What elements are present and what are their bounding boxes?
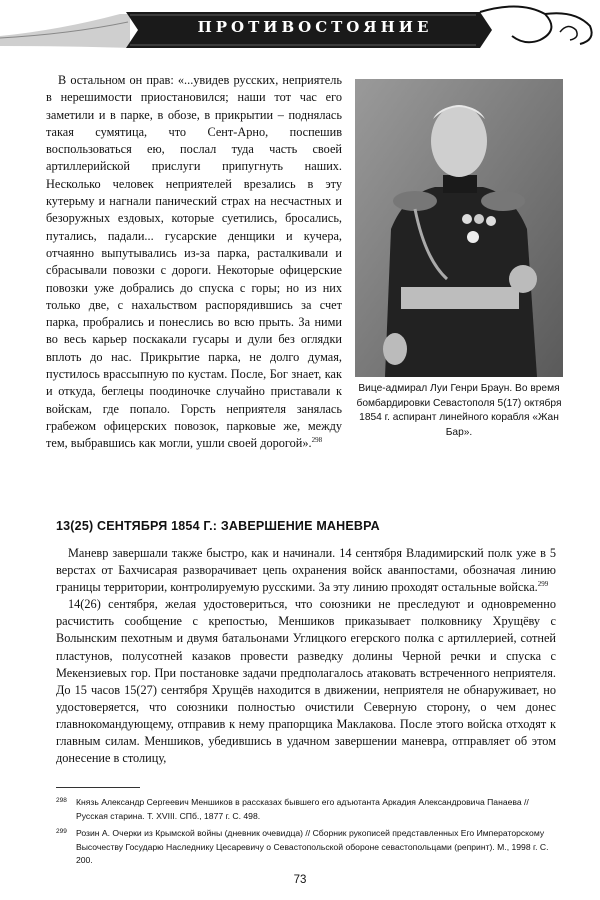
footnote-298 [56, 796, 556, 823]
footnote-ref-299[interactable]: 299 [537, 580, 549, 589]
header-banner [0, 0, 600, 56]
footnote-divider [56, 787, 140, 788]
footnote-text: Князь Александр Сергеевич Меншиков в рассказах бывшего его адъютанта Аркадия Александровича Панаева // Русская старина. Т. XVIII. СПб., 1877 г. С. 498. [76, 797, 529, 821]
section-body [56, 545, 556, 767]
footnote-299 [56, 827, 556, 868]
paragraph-2: 14(26) сентября, желая удостовериться, что союзники не преследуют и одновременно расчистить сообщение с крепостью, Меншиков приказывает полковнику Хрущёву с Волынским пехотным и двумя батальонами Углицкого егерского полка с артиллерией, сотней пластунов, полусотней казаков провести разведку долины Черной речки и спуска с Мекензиевых гор. При постановке задачи предполагалось атаковать встреченного неприятеля. До 15 часов 15(27) сентября Хрущёв находится в движении, неприятеля не обнаруживает, но удостоверяется, что союзники полностью очистили Северную сторону, о чем донес главнокомандующему, отправив к нему прапорщика Маклакова. После этого войска отходят к главным силам. Меншиков, убедившись в удачном завершении маневра, отправляет об этом донесение в столицу, [56, 597, 556, 766]
quote-paragraph: В остальном он прав: «...увидев русских, неприятель в нерешимости приостановился; наши тот час его заметили и в парке, в обозе, в прикрытии – поднялась такая сумятица, что Сент-Арно, поспешив воспользоваться ею, послал туда часть своей артиллерийской прислуги припугнуть наших. Несколько человек неприятелей врезались в эту кутерьму и нагнали панический страх на несчастных и безоружных ездовых, которые суетились, бросались, путались, падали... гусарские денщики и кучера, отчаянно выпутывались из-за парка, расталкивали и сбрасывали повозки с дороги. Некоторые офицерские повозки уже добрались до спуска с горы; но из них только две, с нахальством распорядившись за счет парка, пробрались и понеслись во всю прыть. За ними во весь карьер поскакали гусары и дули без оглядки вплоть до нас. Прикрытие парка, не долго думая, пустилось врассыпную по кустам. После, Бог знает, как и откуда, беглецы поодиночке случайно приставали к войскам, где попало. Горсть неприятеля занялась грабежом офицерских повозок, парковые же, между тем, выбравшись как могли, ушли своей дорогой».$^{298}$ [46, 73, 342, 451]
footnotes [56, 796, 556, 872]
section-heading: 13(25) СЕНТЯБРЯ 1854 Г.: ЗАВЕРШЕНИЕ МАНЕВРА [56, 519, 380, 533]
footnote-number: 299 [56, 828, 67, 835]
portrait-photo [355, 79, 563, 377]
figure-caption: Вице-адмирал Луи Генри Браун. Во время бомбардировки Севастополя 5(17) октября 1854 г. аспирант линейного корабля «Жан Бар». [356, 383, 562, 438]
running-head-title: ПРОТИВОСТОЯНИЕ [197, 18, 433, 36]
left-column-text [46, 72, 342, 453]
footnote-ref-298[interactable]: 298 [311, 436, 323, 445]
page-number: 73 [293, 874, 307, 886]
footnote-text: Розин А. Очерки из Крымской войны (дневник очевидца) // Сборник рукописей представленных Его Императорскому Высочеству Государю Наследнику Цесаревичу о Севастопольской обороне севастопольцами (репринт). М., 1998 г. С. 200. [76, 828, 549, 865]
paragraph-1: Маневр завершали также быстро, как и начинали. 14 сентября Владимирский полк уже в 5 верстах от Бахчисарая разворачивает цепь охранения войск аванпостами, обозначая линию границы территории, контролируемую русскими. За эту линию проходят остальные войска.$^{299}$ [56, 546, 556, 595]
footnote-number: 298 [56, 797, 67, 804]
